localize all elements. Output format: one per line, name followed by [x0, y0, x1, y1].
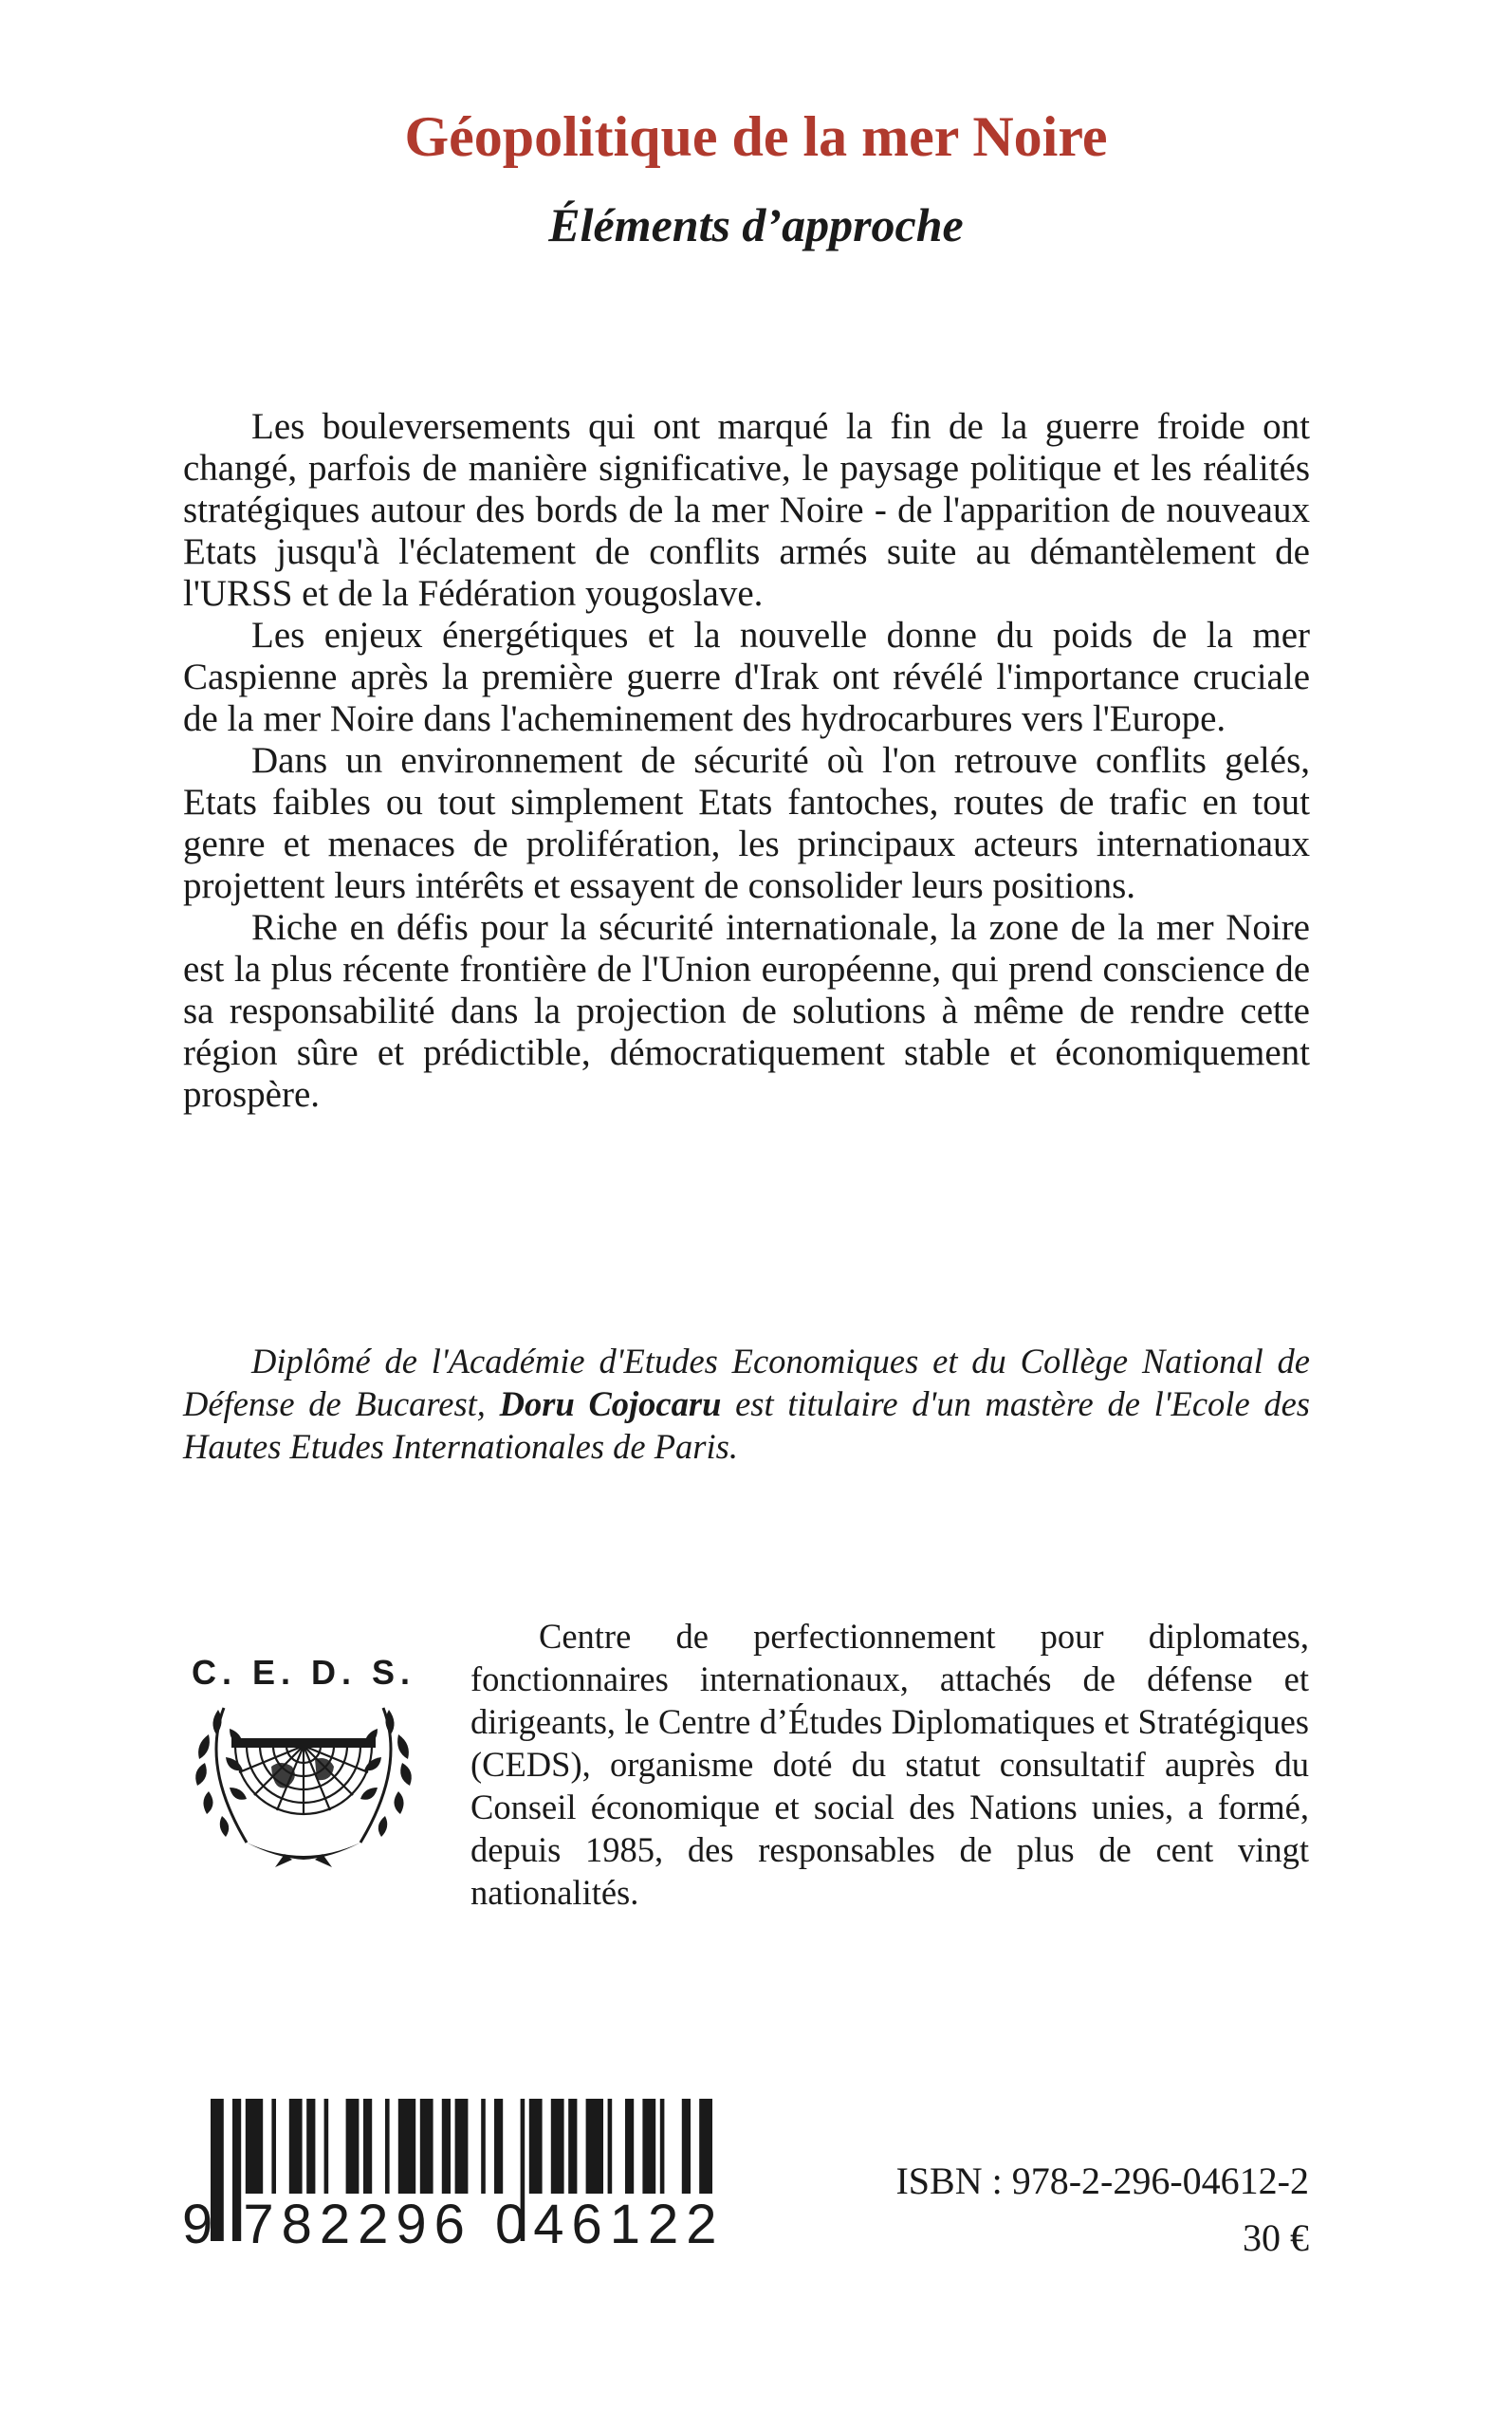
- ceds-logo: [180, 1653, 427, 1871]
- summary-paragraph-1: Les bouleversements qui ont marqué la fin de la guerre froide ont changé, parfois de manière significative, le paysage politique et les réalités stratégiques autour des bords de la mer Noire - de l'apparition de nouveaux Etats jusqu'à l'éclatement de conflits armés suite au démantèlement de l'URSS et de la Fédération yougoslave.: [183, 406, 1310, 614]
- author-name: Doru Cojocaru: [499, 1384, 722, 1423]
- isbn-number: ISBN : 978-2-296-04612-2: [895, 2159, 1309, 2202]
- book-subtitle: Éléments d’approche: [548, 198, 964, 251]
- barcode-digits: 9 782296 046122: [182, 2194, 725, 2255]
- ceds-description: Centre de perfectionnement pour diplomates, fonctionnaires internationaux, attachés de défense et dirigeants, le Centre d’Études Diplomatiques et Stratégiques (CEDS), organisme doté du statut consultatif auprès du Conseil économique et social des Nations unies, a formé, depuis 1985, des responsables de plus de cent vingt nationalités.: [470, 1617, 1309, 1912]
- summary-paragraph-4: Riche en défis pour la sécurité internationale, la zone de la mer Noire est la plus récente frontière de l'Union européenne, qui prend conscience de sa responsabilité dans la projection de solutions à même de rendre cette région sûre et prédictible, démocratiquement stable et économiquement prospère.: [183, 907, 1310, 1115]
- price: 30 €: [1243, 2216, 1309, 2259]
- wreath-globe-icon: [180, 1700, 427, 1871]
- author-bio: [183, 1340, 1310, 1468]
- summary-paragraph-3: Dans un environnement de sécurité où l'on retrouve conflits gelés, Etats faibles ou tout simplement Etats fantoches, routes de trafic en tout genre et menaces de prolifération, les principaux acteurs internationaux projettent leurs intérêts et essayent de consolider leurs positions.: [183, 740, 1310, 906]
- ceds-logo-letters: C. E. D. S.: [191, 1653, 416, 1692]
- summary-text: [183, 406, 1310, 1116]
- summary-paragraph-2: Les enjeux énergétiques et la nouvelle donne du poids de la mer Caspienne après la première guerre d'Irak ont révélé l'importance cruciale de la mer Noire dans l'acheminement des hydrocarbures vers l'Europe.: [183, 615, 1310, 739]
- author-bio-after: est titulaire d'un mastère de l'Ecole des Hautes Etudes Internationales de Paris.: [183, 1384, 1310, 1466]
- author-bio-before: Diplômé de l'Académie d'Etudes Economiques et du Collège National de Défense de Bucarest,: [183, 1342, 1310, 1423]
- book-title: Géopolitique de la mer Noire: [404, 105, 1108, 168]
